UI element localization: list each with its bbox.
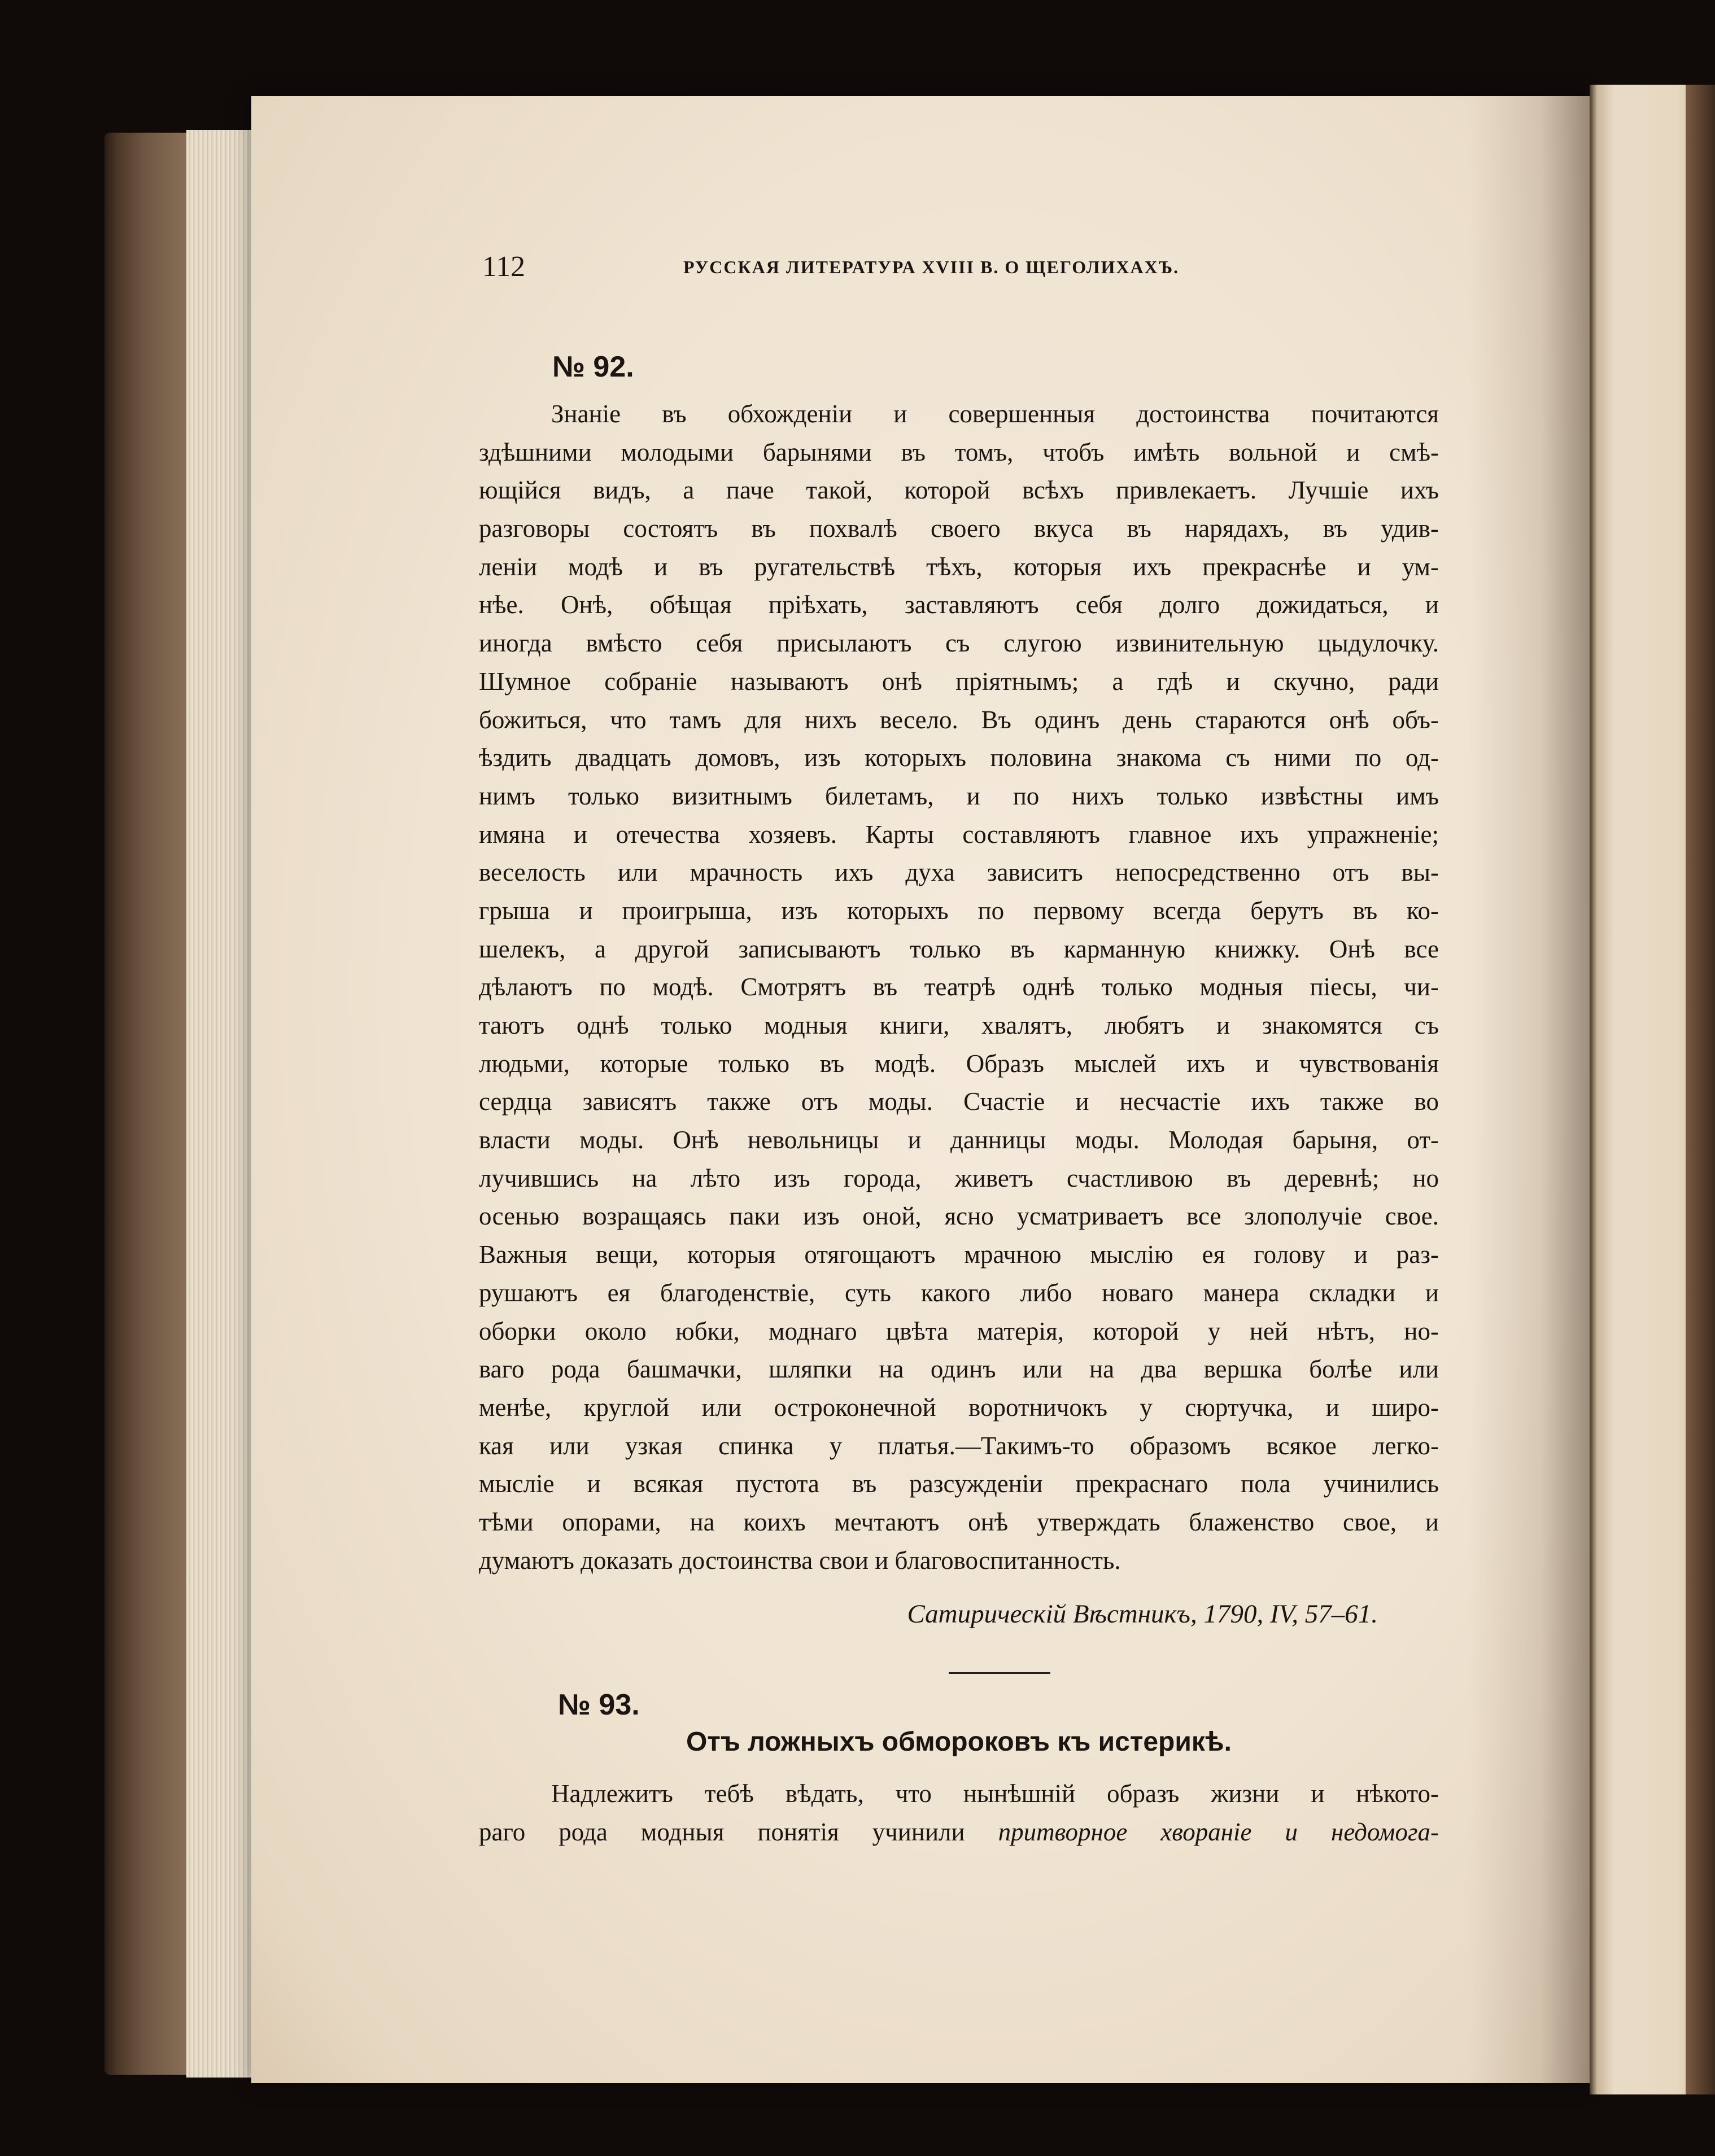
body-line: Шумное собраніе называютъ онѣ пріятнымъ; а гдѣ и скучно, ради (479, 667, 1439, 696)
body-line: рушаютъ ея благоденствіе, суть какого либо новаго манера складки и (479, 1278, 1439, 1307)
body-text: раго рода модныя понятія учинили (479, 1817, 998, 1846)
body-line: грыша и проигрыша, изъ которыхъ по первому всегда берутъ въ ко- (479, 896, 1439, 925)
body-line: Надлежитъ тебѣ вѣдать, что нынѣшній образъ жизни и нѣкото- (551, 1779, 1439, 1808)
italic-text: притворное хвораніе и недомога- (998, 1817, 1439, 1846)
body-line: лучившись на лѣто изъ города, живетъ счастливою въ деревнѣ; но (479, 1164, 1439, 1192)
section-92-body (479, 395, 1439, 1580)
body-line: Важныя вещи, которыя отягощаютъ мрачною мыслію ея голову и раз- (479, 1240, 1439, 1269)
section-divider (949, 1672, 1050, 1674)
body-line: веселость или мрачность ихъ духа зависитъ непосредственно отъ вы- (479, 858, 1439, 887)
page-number: 112 (482, 251, 526, 283)
body-line: таютъ однѣ только модныя книги, хвалятъ, любятъ и знакомятся съ (479, 1011, 1439, 1039)
body-line: нимъ только визитнымъ билетамъ, и по нихъ только извѣстны имъ (479, 781, 1439, 810)
body-line: леніи модѣ и въ ругательствѣ тѣхъ, которыя ихъ прекраснѣе и ум- (479, 552, 1439, 581)
body-line: кая или узкая спинка у платья.—Такимъ-то образомъ всякое легко- (479, 1431, 1439, 1460)
body-line: мысліе и всякая пустота въ разсужденіи прекраснаго пола учинились (479, 1470, 1439, 1498)
body-line: менѣе, круглой или остроконечной воротничокъ у сюртучка, и широ- (479, 1393, 1439, 1422)
body-line (479, 1813, 1439, 1852)
body-line: ющійся видъ, а паче такой, которой всѣхъ привлекаетъ. Лучшіе ихъ (479, 476, 1439, 505)
body-line: иногда вмѣсто себя присылаютъ съ слугою извинительную цыдулочку. (479, 629, 1439, 658)
body-line: божиться, что тамъ для нихъ весело. Въ одинъ день стараются онѣ объ- (479, 705, 1439, 734)
book-right-edge (1686, 85, 1715, 2094)
body-line: оборки около юбки, моднаго цвѣта матерія, которой у ней нѣтъ, но- (479, 1317, 1439, 1345)
body-line: людьми, которые только въ модѣ. Образъ мыслей ихъ и чувствованія (479, 1049, 1439, 1078)
body-line: тѣми опорами, на коихъ мечтаютъ онѣ утверждать блаженство свое, и (479, 1507, 1439, 1536)
body-line: здѣшними молодыми барынями въ томъ, чтобъ имѣть вольной и смѣ- (479, 438, 1439, 466)
source-citation: Сатирическій Вѣстникъ, 1790, IV, 57–61. (907, 1599, 1378, 1629)
body-line: власти моды. Онѣ невольницы и данницы моды. Молодая барыня, от- (479, 1126, 1439, 1154)
section-93-subtitle: Отъ ложныхъ обмороковъ къ истерикѣ. (686, 1727, 1232, 1757)
body-line: осенью возращаясь паки изъ оной, ясно усматриваетъ все злополучіе свое. (479, 1202, 1439, 1231)
page-gutter-shadow (1468, 96, 1590, 2083)
body-line: шелекъ, а другой записываютъ только въ карманную книжку. Онѣ все (479, 934, 1439, 963)
body-line: имяна и отечества хозяевъ. Карты составляютъ главное ихъ упражненіе; (479, 820, 1439, 849)
body-line: дѣлаютъ по модѣ. Смотрятъ въ театрѣ однѣ только модныя піесы, чи- (479, 973, 1439, 1002)
body-line: нѣе. Онѣ, обѣщая пріѣхать, заставляютъ себя долго дожидаться, и (479, 591, 1439, 619)
body-line: сердца зависятъ также отъ моды. Счастіе и несчастіе ихъ также во (479, 1087, 1439, 1116)
body-line: Знаніе въ обхожденіи и совершенныя достоинства почитаются (551, 400, 1439, 428)
section-92-heading: № 92. (552, 351, 634, 383)
body-line: ваго рода башмачки, шляпки на одинъ или на два вершка болѣе или (479, 1355, 1439, 1384)
body-line: думаютъ доказать достоинства свои и благовоспитанность. (479, 1546, 1121, 1575)
running-head (479, 250, 1439, 284)
body-line: разговоры состоятъ въ похвалѣ своего вкуса въ нарядахъ, въ удив- (479, 514, 1439, 543)
body-line: ѣздить двадцать домовъ, изъ которыхъ половина знакома съ ними по од- (479, 744, 1439, 772)
book-page-edges (186, 130, 257, 2078)
section-93-body (479, 1775, 1439, 1851)
running-title: РУССКАЯ ЛИТЕРАТУРА XVIII В. О ЩЕГОЛИХАХЪ. (683, 257, 1180, 277)
section-93-heading: № 93. (558, 1689, 640, 1721)
